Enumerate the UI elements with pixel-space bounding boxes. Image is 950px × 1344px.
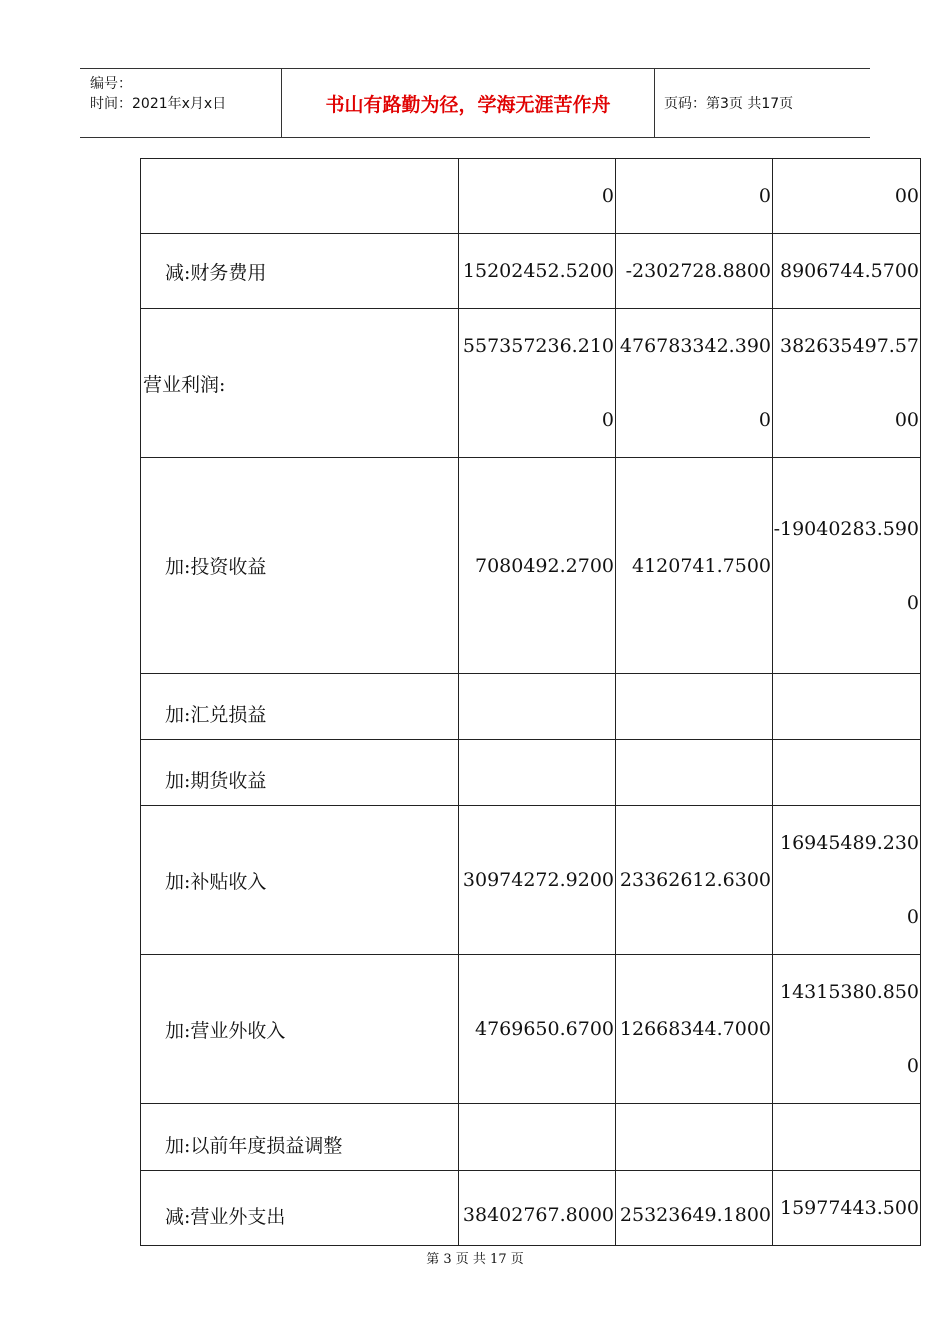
value-cell: 14315380.8500 [773, 955, 921, 1104]
row-label [141, 159, 459, 234]
value-cell [616, 740, 773, 806]
serial-label: 编号： [90, 76, 132, 92]
value-cell: 00 [773, 159, 921, 234]
row-label: 加:营业外收入 [141, 955, 459, 1104]
table-row [141, 955, 921, 1104]
value-cell [616, 674, 773, 740]
value-cell: 476783342.3900 [616, 309, 773, 458]
table-row [141, 458, 921, 674]
value-cell: 7080492.2700 [459, 458, 616, 674]
financial-table [140, 158, 921, 1246]
page-footer: 第 3 页 共 17 页 [426, 1252, 524, 1267]
row-label: 加:补贴收入 [141, 806, 459, 955]
value-cell: 8906744.5700 [773, 234, 921, 309]
value-cell [773, 1104, 921, 1171]
header-page-info: 页码：第3页 共17页 [664, 96, 794, 112]
table-row [141, 234, 921, 309]
value-cell: 0 [459, 159, 616, 234]
value-cell [459, 1104, 616, 1171]
value-cell: 0 [616, 159, 773, 234]
page-header [80, 68, 870, 138]
value-cell: 30974272.9200 [459, 806, 616, 955]
table-row [141, 1104, 921, 1171]
value-cell: -19040283.5900 [773, 458, 921, 674]
table-row [141, 309, 921, 458]
table-row [141, 740, 921, 806]
table-row [141, 806, 921, 955]
row-label: 加:投资收益 [141, 458, 459, 674]
value-cell: 12668344.7000 [616, 955, 773, 1104]
value-cell: 4769650.6700 [459, 955, 616, 1104]
value-cell: 25323649.1800 [616, 1171, 773, 1246]
table-row [141, 159, 921, 234]
row-label: 加:汇兑损益 [141, 674, 459, 740]
value-cell: 4120741.7500 [616, 458, 773, 674]
value-cell: 23362612.6300 [616, 806, 773, 955]
value-cell: 38402767.8000 [459, 1171, 616, 1246]
value-cell: 15202452.5200 [459, 234, 616, 309]
date-label: 时间：2021年x月x日 [90, 96, 227, 112]
value-cell [773, 740, 921, 806]
row-label: 加:以前年度损益调整 [141, 1104, 459, 1171]
value-cell [773, 674, 921, 740]
value-cell: 382635497.5700 [773, 309, 921, 458]
value-cell: 15977443.500 [773, 1171, 921, 1246]
value-cell [459, 674, 616, 740]
row-label: 减:财务费用 [141, 234, 459, 309]
value-cell [459, 740, 616, 806]
header-meta [80, 69, 282, 137]
value-cell: 16945489.2300 [773, 806, 921, 955]
value-cell: 557357236.2100 [459, 309, 616, 458]
table-row [141, 674, 921, 740]
row-label: 减:营业外支出 [141, 1171, 459, 1246]
row-label: 营业利润: [141, 309, 459, 458]
value-cell [616, 1104, 773, 1171]
header-motto: 书山有路勤为径，学海无涯苦作舟 [282, 69, 655, 137]
value-cell: -2302728.8800 [616, 234, 773, 309]
row-label: 加:期货收益 [141, 740, 459, 806]
table-row [141, 1171, 921, 1246]
